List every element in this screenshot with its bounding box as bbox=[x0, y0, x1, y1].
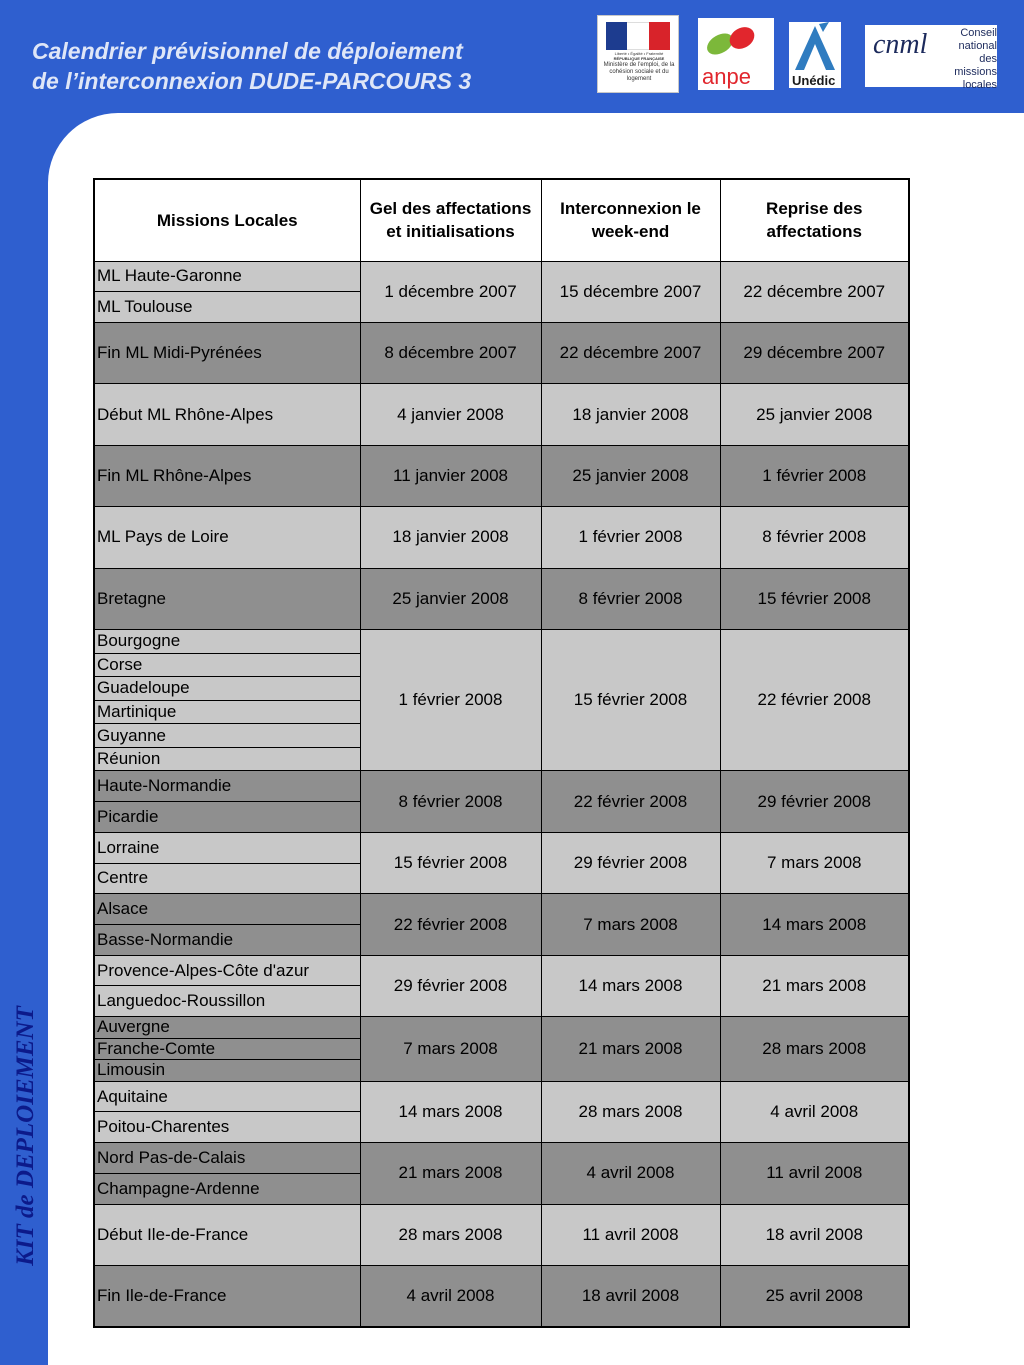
mission-cell: Picardie bbox=[94, 802, 360, 833]
mission-cell: Guyanne bbox=[94, 724, 360, 748]
table-row bbox=[94, 1017, 909, 1039]
reprise-date-cell: 14 mars 2008 bbox=[720, 894, 909, 955]
side-label bbox=[8, 966, 44, 1306]
unedic-logo bbox=[789, 22, 841, 88]
table-row bbox=[94, 445, 909, 506]
reprise-date-cell: 4 avril 2008 bbox=[720, 1081, 909, 1142]
side-label-text: KIT de DEPLOIEMENT bbox=[12, 1006, 39, 1266]
gel-date-cell: 1 décembre 2007 bbox=[360, 261, 541, 322]
header-interconnexion: Interconnexion le week-end bbox=[541, 179, 720, 261]
cnml-line-2: national bbox=[958, 40, 997, 52]
gel-date-cell: 8 février 2008 bbox=[360, 771, 541, 832]
table-body bbox=[94, 261, 909, 1327]
gel-date-cell: 4 janvier 2008 bbox=[360, 384, 541, 445]
mission-cell: Bourgogne bbox=[94, 630, 360, 654]
mission-cell: Franche-Comte bbox=[94, 1038, 360, 1060]
interconnexion-date-cell: 29 février 2008 bbox=[541, 832, 720, 893]
reprise-date-cell: 25 janvier 2008 bbox=[720, 384, 909, 445]
anpe-wordmark: anpe bbox=[702, 64, 751, 89]
gel-date-cell: 22 février 2008 bbox=[360, 894, 541, 955]
anpe-logo bbox=[698, 18, 774, 90]
mission-cell: Réunion bbox=[94, 747, 360, 771]
gel-date-cell: 15 février 2008 bbox=[360, 832, 541, 893]
table-row bbox=[94, 568, 909, 629]
gel-date-cell: 18 janvier 2008 bbox=[360, 507, 541, 568]
mission-cell: Début ML Rhône-Alpes bbox=[94, 384, 360, 445]
table-row bbox=[94, 1143, 909, 1174]
mission-cell: ML Pays de Loire bbox=[94, 507, 360, 568]
reprise-date-cell: 22 décembre 2007 bbox=[720, 261, 909, 322]
gel-date-cell: 4 avril 2008 bbox=[360, 1265, 541, 1327]
reprise-date-cell: 29 février 2008 bbox=[720, 771, 909, 832]
reprise-date-cell: 8 février 2008 bbox=[720, 507, 909, 568]
mission-cell: Bretagne bbox=[94, 568, 360, 629]
reprise-date-cell: 29 décembre 2007 bbox=[720, 322, 909, 383]
mission-cell: Languedoc-Roussillon bbox=[94, 986, 360, 1017]
title-line-1: Calendrier prévisionnel de déploiement bbox=[32, 38, 463, 64]
cnml-line-3: des missions bbox=[954, 53, 997, 78]
interconnexion-date-cell: 22 décembre 2007 bbox=[541, 322, 720, 383]
header-gel: Gel des affectations et initialisations bbox=[360, 179, 541, 261]
cnml-line-1: Conseil bbox=[960, 27, 997, 39]
mission-cell: Provence-Alpes-Côte d'azur bbox=[94, 955, 360, 986]
table-row bbox=[94, 1204, 909, 1265]
table-row bbox=[94, 1265, 909, 1327]
gov-republic: RÉPUBLIQUE FRANÇAISE bbox=[613, 56, 665, 61]
table-row bbox=[94, 955, 909, 986]
table-row bbox=[94, 630, 909, 654]
table-row bbox=[94, 384, 909, 445]
table-row bbox=[94, 894, 909, 925]
reprise-date-cell: 25 avril 2008 bbox=[720, 1265, 909, 1327]
marianne-flag-icon bbox=[606, 22, 670, 50]
cnml-logo bbox=[865, 25, 997, 91]
reprise-date-cell: 28 mars 2008 bbox=[720, 1017, 909, 1082]
reprise-date-cell: 18 avril 2008 bbox=[720, 1204, 909, 1265]
page-title bbox=[32, 36, 471, 96]
table-row bbox=[94, 507, 909, 568]
header-reprise: Reprise des affectations bbox=[720, 179, 909, 261]
ministry-logo bbox=[597, 15, 679, 93]
gov-motto: Liberté • Égalité • Fraternité bbox=[614, 51, 664, 56]
mission-cell: Martinique bbox=[94, 700, 360, 724]
mission-cell: Fin ML Midi-Pyrénées bbox=[94, 322, 360, 383]
interconnexion-date-cell: 18 avril 2008 bbox=[541, 1265, 720, 1327]
gel-date-cell: 14 mars 2008 bbox=[360, 1081, 541, 1142]
reprise-date-cell: 21 mars 2008 bbox=[720, 955, 909, 1016]
cnml-text bbox=[949, 27, 997, 92]
cnml-letters: cnml bbox=[873, 29, 928, 60]
interconnexion-date-cell: 22 février 2008 bbox=[541, 771, 720, 832]
interconnexion-date-cell: 15 février 2008 bbox=[541, 630, 720, 771]
mission-cell: Début Ile-de-France bbox=[94, 1204, 360, 1265]
table-row bbox=[94, 322, 909, 383]
mission-cell: Aquitaine bbox=[94, 1081, 360, 1112]
mission-cell: ML Toulouse bbox=[94, 292, 360, 323]
mission-cell: Nord Pas-de-Calais bbox=[94, 1143, 360, 1174]
table-row bbox=[94, 832, 909, 863]
mission-cell: Guadeloupe bbox=[94, 677, 360, 701]
interconnexion-date-cell: 8 février 2008 bbox=[541, 568, 720, 629]
interconnexion-date-cell: 28 mars 2008 bbox=[541, 1081, 720, 1142]
gel-date-cell: 28 mars 2008 bbox=[360, 1204, 541, 1265]
table-header-row bbox=[94, 179, 909, 261]
mission-cell: Haute-Normandie bbox=[94, 771, 360, 802]
mission-cell: Champagne-Ardenne bbox=[94, 1173, 360, 1204]
mission-cell: Poitou-Charentes bbox=[94, 1112, 360, 1143]
mission-cell: Basse-Normandie bbox=[94, 925, 360, 956]
interconnexion-date-cell: 25 janvier 2008 bbox=[541, 445, 720, 506]
gel-date-cell: 11 janvier 2008 bbox=[360, 445, 541, 506]
cnml-line-4: locales bbox=[962, 79, 997, 91]
interconnexion-date-cell: 15 décembre 2007 bbox=[541, 261, 720, 322]
title-line-2: de l’interconnexion DUDE-PARCOURS 3 bbox=[32, 68, 472, 94]
gel-date-cell: 8 décembre 2007 bbox=[360, 322, 541, 383]
reprise-date-cell: 15 février 2008 bbox=[720, 568, 909, 629]
table-row bbox=[94, 771, 909, 802]
gel-date-cell: 1 février 2008 bbox=[360, 630, 541, 771]
gel-date-cell: 25 janvier 2008 bbox=[360, 568, 541, 629]
gel-date-cell: 29 février 2008 bbox=[360, 955, 541, 1016]
table-row bbox=[94, 261, 909, 292]
gov-ministry: Ministère de l'emploi, de la cohésion sociale et du logement bbox=[603, 62, 675, 82]
gel-date-cell: 7 mars 2008 bbox=[360, 1017, 541, 1082]
anpe-swoosh-icon bbox=[698, 18, 774, 64]
interconnexion-date-cell: 18 janvier 2008 bbox=[541, 384, 720, 445]
unedic-a-icon bbox=[789, 22, 841, 72]
reprise-date-cell: 11 avril 2008 bbox=[720, 1143, 909, 1204]
unedic-wordmark: Unédic bbox=[792, 73, 836, 88]
table-row bbox=[94, 1081, 909, 1112]
interconnexion-date-cell: 1 février 2008 bbox=[541, 507, 720, 568]
mission-cell: Fin ML Rhône-Alpes bbox=[94, 445, 360, 506]
interconnexion-date-cell: 7 mars 2008 bbox=[541, 894, 720, 955]
mission-cell: Alsace bbox=[94, 894, 360, 925]
mission-cell: Auvergne bbox=[94, 1017, 360, 1039]
gel-date-cell: 21 mars 2008 bbox=[360, 1143, 541, 1204]
interconnexion-date-cell: 14 mars 2008 bbox=[541, 955, 720, 1016]
interconnexion-date-cell: 11 avril 2008 bbox=[541, 1204, 720, 1265]
mission-cell: Fin Ile-de-France bbox=[94, 1265, 360, 1327]
reprise-date-cell: 22 février 2008 bbox=[720, 630, 909, 771]
interconnexion-date-cell: 21 mars 2008 bbox=[541, 1017, 720, 1082]
deployment-table bbox=[93, 178, 910, 1328]
mission-cell: ML Haute-Garonne bbox=[94, 261, 360, 292]
reprise-date-cell: 7 mars 2008 bbox=[720, 832, 909, 893]
header-missions: Missions Locales bbox=[94, 179, 360, 261]
mission-cell: Lorraine bbox=[94, 832, 360, 863]
mission-cell: Corse bbox=[94, 653, 360, 677]
interconnexion-date-cell: 4 avril 2008 bbox=[541, 1143, 720, 1204]
reprise-date-cell: 1 février 2008 bbox=[720, 445, 909, 506]
mission-cell: Limousin bbox=[94, 1060, 360, 1082]
mission-cell: Centre bbox=[94, 863, 360, 894]
